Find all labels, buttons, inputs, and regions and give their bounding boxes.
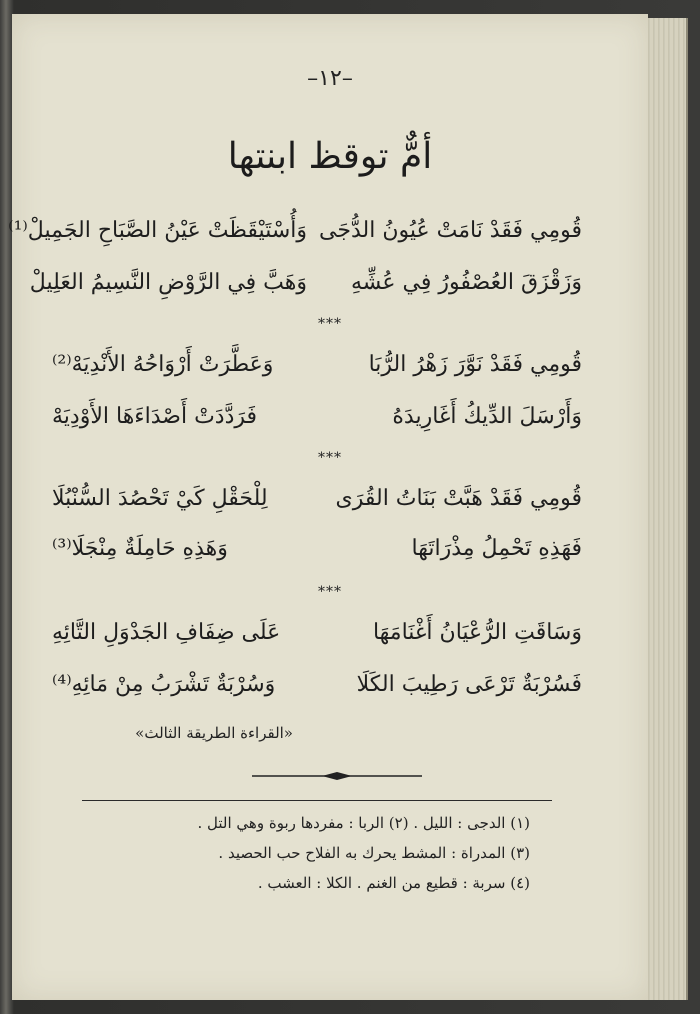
verse-second-hemistich: عَلَى ضِفَافِ الجَدْوَلِ التَّائِهِ	[52, 620, 281, 645]
page-number: –١٢–	[307, 66, 353, 91]
verse-second-hemistich: وَهَبَّ فِي الرَّوْضِ النَّسِيمُ العَلِيلْ	[29, 270, 307, 295]
verse-first-hemistich: فَسُرْبَةٌ تَرْعَى رَطِيبَ الكَلَا	[356, 672, 582, 697]
book-page	[8, 14, 648, 1000]
verse-first-hemistich: قُومِي فَقَدْ نَوَّرَ زَهْرُ الرُّبَا	[368, 352, 582, 377]
verse-second-hemistich: وَهَذِهِ حَامِلَةٌ مِنْجَلَا⁽³⁾	[52, 536, 228, 561]
verse-first-hemistich: قُومِي فَقَدْ هَبَّتْ بَنَاتُ القُرَى	[335, 486, 582, 511]
source-citation: «القراءة الطريقة الثالث»	[135, 724, 293, 742]
verse-row	[52, 352, 582, 392]
verse-second-hemistich: وَعَطَّرَتْ أَرْوَاحُهُ الأَنْدِيَهْ⁽²⁾	[52, 352, 274, 377]
stanza-separator: ***	[318, 584, 342, 600]
verse-row	[52, 486, 582, 526]
verse-row	[29, 270, 582, 310]
footnote: (١) الدجى : الليل . (٢) الربا : مفردها ربوة وهي التل .	[197, 814, 530, 832]
verse-row	[8, 218, 582, 258]
verse-row	[52, 536, 582, 576]
verse-row	[52, 404, 582, 444]
ornament-divider	[252, 771, 422, 781]
footnote: (٤) سربة : قطيع من الغنم . الكلا : العشب .	[257, 874, 530, 892]
verse-first-hemistich: وَأَرْسَلَ الدِّيكُ أَغَارِيدَهُ	[392, 404, 582, 429]
verse-second-hemistich: لِلْحَقْلِ كَيْ تَحْصُدَ السُّنْبُلَا	[52, 486, 268, 511]
poem-title: أمٌّ توقظ ابنتها	[227, 136, 433, 177]
verse-second-hemistich: فَرَدَّدَتْ أَصْدَاءَهَا الأَوْدِيَهْ	[52, 404, 258, 429]
verse-second-hemistich: وَسُرْبَةٌ تَشْرَبُ مِنْ مَائِهِ⁽⁴⁾	[52, 672, 276, 697]
verse-row	[52, 620, 582, 660]
verse-first-hemistich: وَسَاقَتِ الرُّعْيَانُ أَغْنَامَهَا	[372, 620, 582, 645]
verse-first-hemistich: وَزَقْزَقَ العُصْفُورُ فِي عُشِّهِ	[351, 270, 582, 295]
stanza-separator: ***	[318, 450, 342, 466]
verse-first-hemistich: فَهَذِهِ تَحْمِلُ مِذْرَاتَهَا	[411, 536, 582, 561]
footnote-rule	[82, 800, 552, 801]
stanza-separator: ***	[318, 316, 342, 332]
footnote: (٣) المدراة : المشط يحرك به الفلاح حب الحصيد .	[218, 844, 530, 862]
verse-first-hemistich: قُومِي فَقَدْ نَامَتْ عُيُونُ الدُّجَى	[319, 218, 582, 243]
verse-row	[52, 672, 582, 712]
verse-second-hemistich: وَأُسْتَيْقَظَتْ عَيْنُ الصَّبَاحِ الجَمِيلْ⁽¹⁾	[8, 218, 307, 243]
